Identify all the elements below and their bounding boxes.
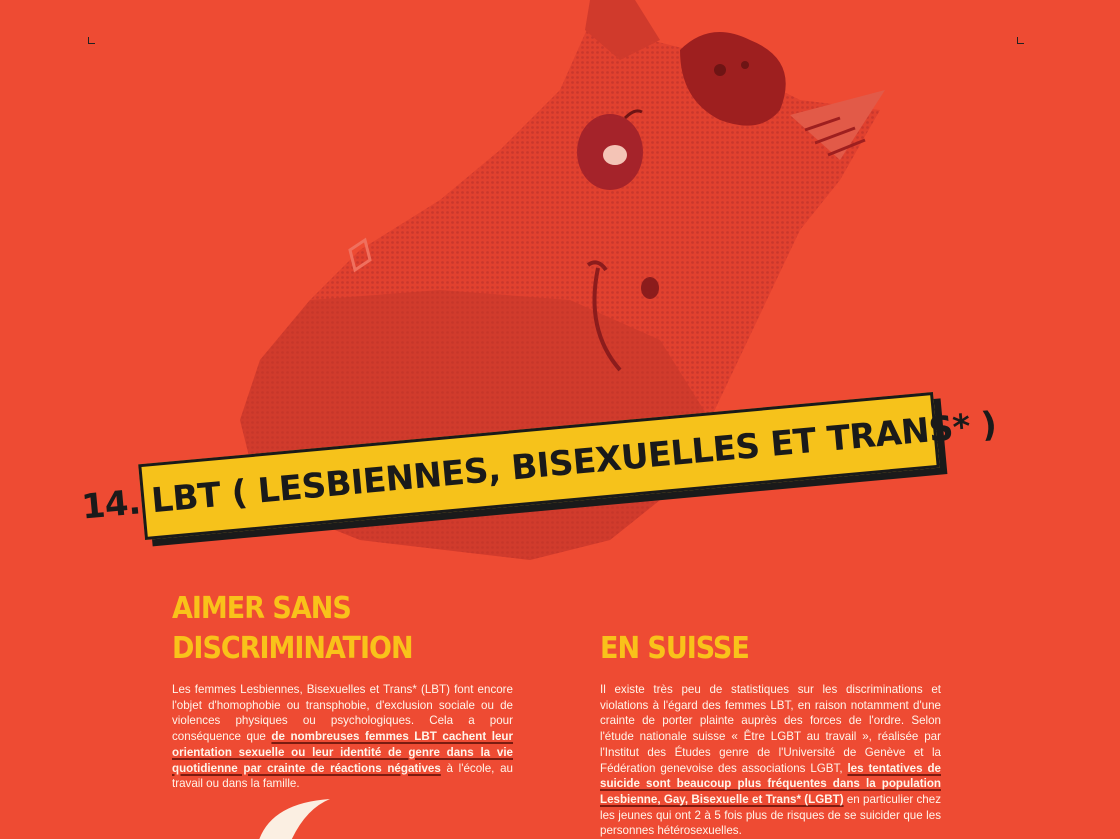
right-paragraph-start: Il existe très peu de statistiques sur les discriminations et violations à l'égard des femmes LBT, en raison notamment d'une crainte de porter plainte auprès des forces de l'ordre. Selon l'étude nationale suisse « Être LGBT au travail », réalisée par l'Institut des Études genre de l'Université de Genève et la Fédération genevoise des associations LGBT,: [600, 683, 941, 775]
left-paragraph-end: à l'école, au travail ou dans la famille.: [172, 761, 514, 791]
right-paragraph: [600, 682, 941, 839]
crop-mark-left: [88, 37, 95, 44]
left-heading: [172, 589, 552, 669]
left-paragraph-emphasis: de nombreuses femmes LBT cachent leur orientation sexuelle ou leur identité de genre dans la vie quotidienne par crainte de réactions négatives: [172, 730, 514, 775]
right-paragraph-end: en particulier chez les jeunes qui ont 2 à 5 fois plus de risques de se suicider que les personnes hétérosexuelles.: [600, 792, 942, 838]
chapter-title: 14. LBT ( LESBIENNES, BISEXUELLES ET TRANS* ): [79, 404, 999, 528]
left-heading-line1: AIMER SANS: [172, 591, 351, 626]
title-banner-wrap: [79, 388, 999, 538]
crescent-moon-icon: [250, 795, 350, 839]
left-paragraph: [172, 682, 513, 792]
left-paragraph-start: Les femmes Lesbiennes, Bisexuelles et Trans* (LBT) font encore l'objet d'homophobie ou transphobie, d'exclusion sociale ou de violences physiques ou psychologiques. Cela a pour conséquence que: [172, 683, 513, 744]
title-banner: [79, 392, 999, 540]
crop-mark-right: [1017, 37, 1024, 44]
right-heading: EN SUISSE: [600, 631, 749, 666]
right-paragraph-emphasis: les tentatives de suicide sont beaucoup plus fréquentes dans la population Lesbienne, Gay, Bisexuelle et Trans* (LGBT): [600, 761, 941, 806]
left-heading-line2: DISCRIMINATION: [172, 631, 413, 666]
